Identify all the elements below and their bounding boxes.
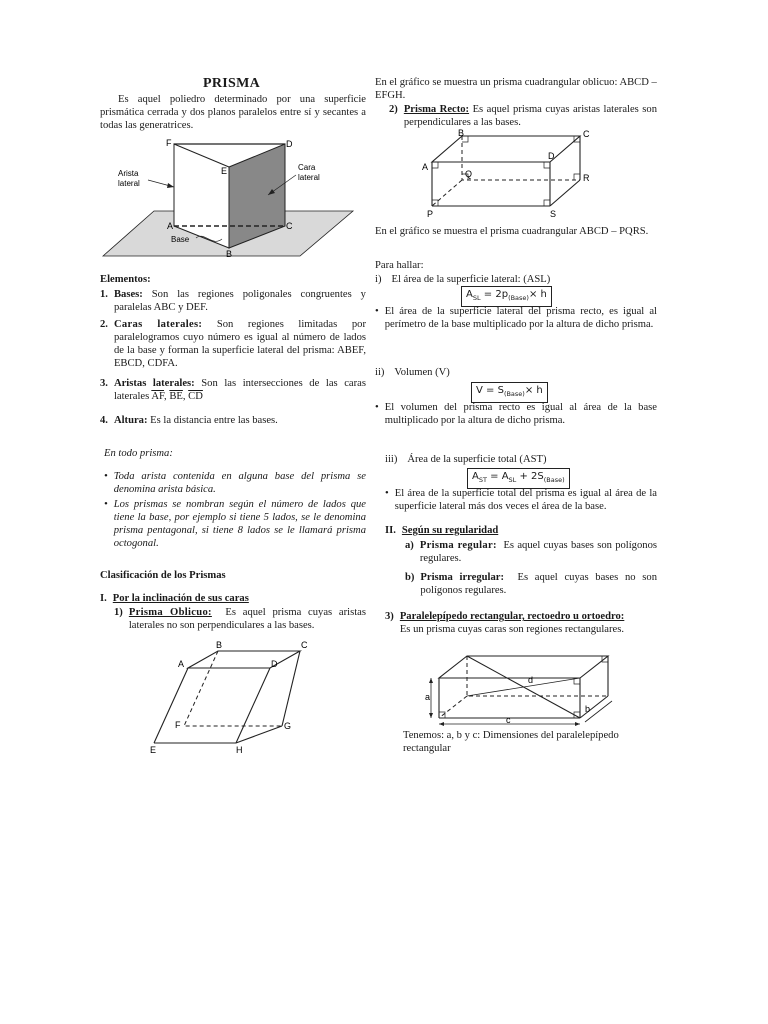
- top-base: [432, 136, 580, 162]
- tenemos-text: Tenemos: a, b y c: Dimensiones del paralelepípedo rectangular: [403, 730, 619, 754]
- regularidad-section: [385, 524, 498, 537]
- recto-number: 2): [389, 104, 398, 115]
- elemento-4-body: [114, 414, 278, 427]
- right-angle-mark: [544, 200, 550, 206]
- formula-iii-lhs: A: [472, 471, 479, 482]
- label-p: P: [427, 209, 434, 219]
- recto-term: Prisma Recto:: [403, 104, 470, 115]
- item-iii-text: Área de la superficie total (AST): [407, 454, 547, 465]
- dimension-a-arrow: [429, 713, 433, 718]
- oblicuo-caption: En el gráfico se muestra un prisma cuadrangular oblicuo: ABCD – EFGH.: [375, 77, 657, 101]
- label-d: D: [548, 151, 555, 161]
- recto-caption: En el gráfico se muestra el prisma cuadrangular ABCD – PQRS.: [375, 226, 649, 237]
- formula-ii-lhs-sub: (Base): [503, 390, 525, 398]
- en-todo-item-1: [104, 470, 366, 496]
- item-ii-text: Volumen (V): [394, 367, 450, 378]
- parallelepiped-figure: [425, 650, 615, 730]
- cara-label-line2: lateral: [298, 173, 320, 182]
- intro-paragraph: Es aquel poliedro determinado por una superficie prismática cerrada y dos planos paralelos entre sí y secantes a todas las generatrices.: [100, 94, 366, 131]
- label-c: C: [583, 129, 590, 139]
- label-b: B: [216, 640, 223, 650]
- bullet-iii: [385, 487, 657, 513]
- regular-text: Es aquel cuyas bases son polígonos regulares.: [419, 540, 657, 564]
- en-todo-item-1-text: Toda arista contenida en alguna base del prisma se denomina arista básica.: [113, 471, 366, 495]
- bullet-glyph: •: [104, 471, 108, 482]
- label-f: F: [175, 720, 181, 730]
- elemento-1-body: [114, 288, 366, 314]
- para-hallar: Para hallar:: [375, 260, 424, 271]
- right-angle-mark: [439, 712, 445, 718]
- elemento-3-term: Aristas laterales:: [113, 378, 195, 389]
- label-h: H: [236, 745, 243, 755]
- face-diagonal: [467, 678, 580, 696]
- elemento-4-term: Altura:: [113, 415, 148, 426]
- elemento-3-body: Aristas laterales: Son las intersecciones de las caras laterales $\overline{AF}$, $\overline{BE}$, $\overline{CD}$: [113, 378, 366, 402]
- item-ii-number: ii): [375, 367, 385, 378]
- label-r: R: [583, 173, 590, 183]
- formula-volume: [471, 382, 548, 403]
- formula-total-area: [467, 468, 570, 489]
- elemento-1-number: 1.: [100, 289, 108, 300]
- label-a: A: [167, 221, 174, 231]
- paralelepipedo-number: 3): [385, 611, 394, 622]
- lateral-edge-ae: [154, 668, 188, 743]
- label-b: B: [226, 249, 233, 259]
- regularidad-number: II.: [385, 525, 396, 536]
- irregular-text: Es aquel cuyas bases no son polígonos regulares.: [420, 572, 658, 596]
- edge-be: $\overline{BE}$: [169, 391, 183, 402]
- label-c: C: [301, 640, 308, 650]
- prisma-irregular-item: [405, 571, 657, 597]
- label-d: d: [528, 675, 534, 685]
- item-i-text: El área de la superficie lateral: (ASL): [391, 274, 551, 285]
- paralelepipedo-body: [400, 610, 625, 636]
- inclinacion-section: [100, 592, 249, 605]
- elemento-3: [100, 377, 366, 403]
- label-e: E: [150, 745, 157, 755]
- formula-iii-mid: = A: [490, 471, 509, 482]
- bullet-glyph: •: [385, 488, 389, 499]
- label-a: A: [178, 659, 185, 669]
- elemento-1-term: Bases:: [113, 289, 143, 300]
- formula-i-rhs-sub: (Base): [508, 294, 529, 302]
- item-iii: [385, 453, 547, 466]
- elemento-4-text: Es la distancia entre las bases.: [150, 415, 278, 426]
- en-todo-prisma-heading: En todo prisma:: [104, 448, 173, 459]
- bullet-i: [375, 305, 657, 331]
- prisma-oblicuo-item: [114, 606, 366, 632]
- item-i: [375, 273, 550, 286]
- arista-label-line2: lateral: [118, 179, 140, 188]
- formula-i-rhs: = 2p: [483, 289, 509, 300]
- oblicuo-number: 1): [114, 607, 123, 618]
- oblicuo-term: Prisma Oblicuo:: [128, 607, 212, 618]
- bullet-glyph: •: [104, 499, 108, 510]
- oblicuo-text: Es aquel prisma cuyas aristas laterales no son perpendiculares a las bases.: [128, 607, 366, 631]
- elemento-4: [100, 414, 366, 427]
- regular-term: Prisma regular:: [419, 540, 497, 551]
- regular-body: [420, 539, 657, 565]
- regularidad-heading: Según su regularidad: [401, 525, 499, 536]
- dimension-c-arrow: [575, 722, 580, 726]
- irregular-number: b): [405, 572, 415, 583]
- bottom-visible-edges: [154, 726, 282, 743]
- hidden-edge-qp: [432, 180, 462, 206]
- oblique-prism-figure: [150, 638, 330, 756]
- base-label: Base: [171, 235, 190, 244]
- edge-af: $\overline{AF}$: [151, 391, 165, 402]
- top-face: [439, 656, 608, 678]
- label-c: c: [506, 715, 511, 725]
- edge-sr: [550, 180, 580, 206]
- arista-label-line1: Arista: [118, 169, 139, 178]
- label-b: b: [585, 704, 591, 714]
- paralelepipedo-term: Paralelepípedo rectangular, rectoedro u ortoedro:: [399, 611, 625, 622]
- prisma-regular-item: [405, 539, 657, 565]
- label-b: B: [458, 128, 465, 138]
- formula-iii-lhs-sub: ST: [478, 476, 487, 484]
- right-angle-mark: [432, 162, 438, 168]
- label-a: a: [425, 692, 431, 702]
- item-iii-number: iii): [385, 454, 398, 465]
- bullet-ii: [375, 401, 657, 427]
- label-d: D: [286, 139, 293, 149]
- formula-i-tail: × h: [528, 289, 547, 300]
- label-f: F: [166, 138, 172, 148]
- formula-i-lhs-sub: SL: [472, 294, 481, 302]
- dimension-c-arrow: [439, 722, 444, 726]
- edge-cd: $\overline{CD}$: [188, 391, 203, 402]
- prisma-recto-item: [389, 103, 657, 129]
- formula-iii-mid-sub: SL: [508, 476, 517, 484]
- hidden-edges: [467, 656, 608, 696]
- label-a: A: [422, 162, 429, 172]
- formula-i-lhs: A: [466, 289, 473, 300]
- label-c: C: [286, 221, 293, 231]
- elemento-4-number: 4.: [100, 415, 108, 426]
- elemento-2: [100, 318, 366, 370]
- elemento-1-text: Son las regiones poligonales congruentes y paralelas ABC y DEF.: [113, 289, 366, 313]
- elemento-3-text: Son las intersecciones de las caras laterales: [113, 378, 366, 402]
- recto-body: [404, 103, 657, 129]
- bullet-iii-text: El área de la superficie total del prisma es igual al área de la superficie lateral más dos veces el área de la base.: [394, 488, 657, 512]
- formula-ii-lhs: V = S: [476, 385, 504, 396]
- label-q: Q: [465, 169, 473, 179]
- bullet-i-text: El área de la superficie lateral del prisma recto, es igual al perímetro de la base multiplicado por la altura de dicho prisma.: [384, 306, 657, 330]
- formula-iii-tail-sub: (Base): [543, 476, 565, 484]
- item-i-number: i): [375, 274, 382, 285]
- hidden-edge: [439, 696, 467, 718]
- elemento-2-term: Caras laterales:: [113, 319, 203, 330]
- oblicuo-body: [129, 606, 366, 632]
- paralelepipedo-item: [385, 610, 657, 636]
- formula-ii-tail: × h: [524, 385, 543, 396]
- bullet-glyph: •: [375, 306, 379, 317]
- prism-definition-figure: [100, 135, 366, 260]
- dimension-a-arrow: [429, 678, 433, 683]
- en-todo-item-2: [104, 498, 366, 550]
- elementos-heading: Elementos:: [100, 274, 151, 285]
- irregular-body: [420, 571, 657, 597]
- item-ii: [375, 366, 450, 379]
- elemento-2-number: 2.: [100, 319, 108, 330]
- right-prism-figure: [420, 128, 602, 220]
- elemento-2-body: [114, 318, 366, 370]
- label-d: D: [271, 659, 278, 669]
- label-s: S: [550, 209, 557, 219]
- clasificacion-heading: Clasificación de los Prismas: [100, 570, 226, 581]
- arista-arrowhead: [167, 183, 174, 188]
- cara-label-line1: Cara: [298, 163, 316, 172]
- page-title: PRISMA: [203, 76, 261, 91]
- inclinacion-heading: Por la inclinación de sus caras: [112, 593, 249, 604]
- bullet-glyph: •: [375, 402, 379, 413]
- top-base: [188, 651, 300, 668]
- formula-iii-tail: + 2S: [519, 471, 544, 482]
- lateral-edge-cg: [282, 651, 300, 726]
- right-angle-mark: [574, 174, 580, 180]
- label-g: G: [284, 721, 292, 731]
- irregular-term: Prisma irregular:: [420, 572, 505, 583]
- hidden-edges: [462, 136, 580, 180]
- formula-lateral-area: [461, 286, 552, 307]
- elemento-3-number: 3.: [100, 378, 108, 389]
- en-todo-item-2-text: Los prismas se nombran según el número de lados que tiene la base, por ejemplo si tiene 5 lados, se le denomina prisma pentagonal, si tiene 8 lados se le llamará prisma octogonal.: [113, 499, 366, 549]
- recto-text: Es aquel prisma cuyas aristas laterales son perpendiculares a las bases.: [403, 104, 657, 128]
- bullet-ii-text: El volumen del prisma recto es igual al área de la base multiplicado por la altura de dicho prisma.: [384, 402, 657, 426]
- right-angle-mark: [544, 162, 550, 168]
- regular-number: a): [405, 540, 414, 551]
- elemento-2-text: Son regiones limitadas por paralelogramos cuyo número es igual al número de lados de la base y forman la superficie lateral del prisma: ABEF, EBCD, CDFA.: [113, 319, 366, 369]
- label-e: E: [221, 166, 228, 176]
- inclinacion-number: I.: [100, 593, 107, 604]
- elemento-1: [100, 288, 366, 314]
- paralelepipedo-text: Es un prisma cuyas caras son regiones rectangulares.: [399, 624, 624, 635]
